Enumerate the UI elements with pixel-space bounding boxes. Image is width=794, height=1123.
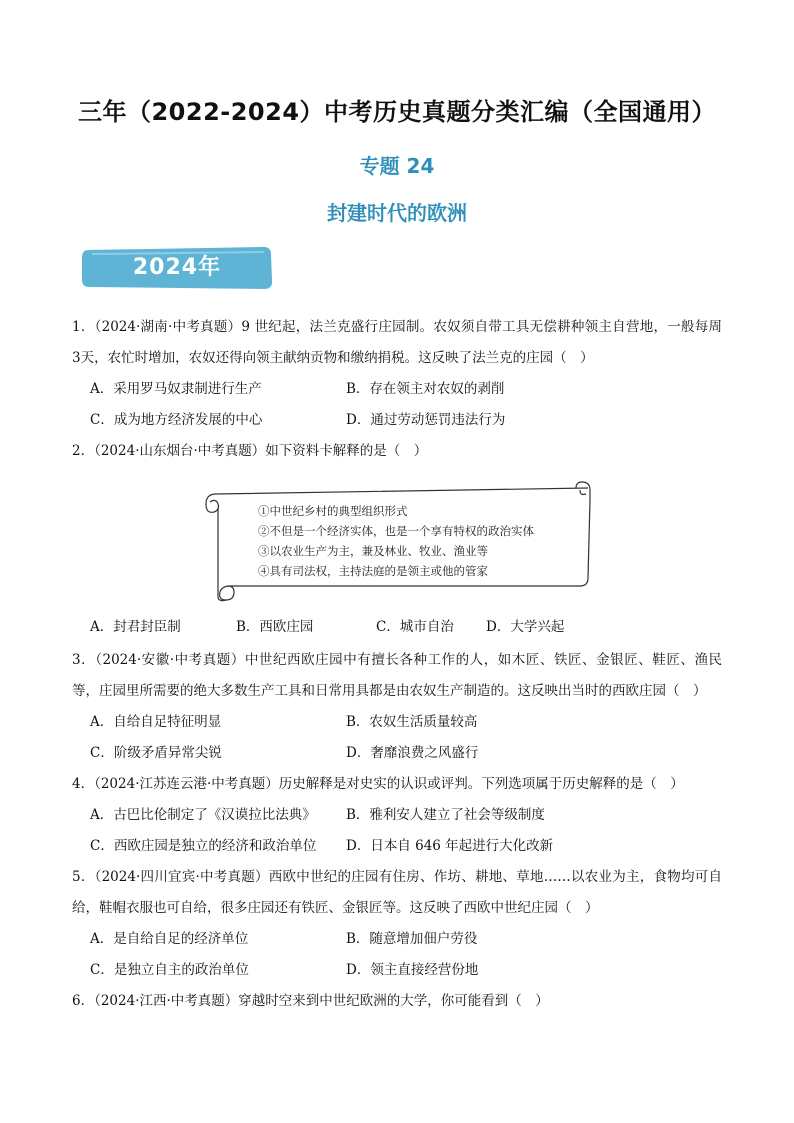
question-2-option-b[interactable]: B．西欧庄园 [236, 619, 314, 635]
question-2-option-d[interactable]: D．大学兴起 [486, 619, 565, 635]
question-4-option-d[interactable]: D．日本自 646 年起进行大化改新 [346, 838, 554, 854]
card-line-4: ④具有司法权，主持法庭的是领主或他的管家 [258, 564, 488, 578]
question-3-stem: 3．（2024·安徽·中考真题）中世纪西欧庄园中有擅长各种工作的人，如木匠、铁匠、金银匠、鞋匠、渔民等，庄园里所需要的绝大多数生产工具和日常用具都是由农奴生产制造的。这反映出当时的西欧庄园（ ） [72, 652, 722, 699]
question-3-option-a[interactable]: A．自给自足特征明显 [90, 714, 222, 730]
topic-subtitle: 封建时代的欧洲 [327, 201, 467, 225]
question-5-option-d[interactable]: D．领主直接经营份地 [346, 962, 479, 978]
question-4-stem: 4．（2024·江苏连云港·中考真题）历史解释是对史实的认识或评判。下列选项属于历史解释的是（ ） [72, 776, 684, 792]
data-card-scroll [200, 480, 596, 604]
question-4-option-c[interactable]: C．西欧庄园是独立的经济和政治单位 [90, 838, 317, 854]
question-5-stem: 5．（2024·四川宜宾·中考真题）西欧中世纪的庄园有住房、作坊、耕地、草地……以农业为主，食物均可自给，鞋帽衣服也可自给，很多庄园还有铁匠、金银匠等。这反映了西欧中世纪庄园（ ） [72, 869, 722, 916]
question-2 [72, 436, 722, 467]
question-5-option-b[interactable]: B．随意增加佃户劳役 [346, 931, 478, 947]
question-3-option-b[interactable]: B．农奴生活质量较高 [346, 714, 478, 730]
question-5 [72, 862, 722, 924]
question-6-stem: 6．（2024·江西·中考真题）穿越时空来到中世纪欧洲的大学，你可能看到（ ） [72, 993, 549, 1009]
question-3 [72, 645, 722, 707]
year-badge [78, 244, 276, 292]
topic-number: 专题 24 [359, 154, 435, 178]
question-4 [72, 769, 722, 800]
question-1 [72, 312, 722, 374]
year-badge-label: 2024年 [132, 255, 222, 280]
question-1-option-c[interactable]: C．成为地方经济发展的中心 [90, 412, 263, 428]
question-4-option-a[interactable]: A．古巴比伦制定了《汉谟拉比法典》 [90, 807, 316, 823]
question-6 [72, 986, 722, 1017]
card-text [258, 501, 534, 581]
card-line-2: ②不但是一个经济实体，也是一个享有特权的政治实体 [258, 524, 534, 538]
question-4-option-b[interactable]: B．雅利安人建立了社会等级制度 [346, 807, 545, 823]
question-5-option-c[interactable]: C．是独立自主的政治单位 [90, 962, 249, 978]
question-1-option-a[interactable]: A．采用罗马奴隶制进行生产 [90, 381, 262, 397]
card-line-3: ③以农业生产为主，兼及林业、牧业、渔业等 [258, 544, 488, 558]
document-title: 三年（2022-2024）中考历史真题分类汇编（全国通用） [77, 98, 717, 126]
question-2-stem: 2．（2024·山东烟台·中考真题）如下资料卡解释的是（ ） [72, 443, 428, 459]
question-1-option-d[interactable]: D．通过劳动惩罚违法行为 [346, 412, 506, 428]
question-5-option-a[interactable]: A．是自给自足的经济单位 [90, 931, 249, 947]
question-3-option-c[interactable]: C．阶级矛盾异常尖锐 [90, 745, 222, 761]
question-2-option-a[interactable]: A．封君封臣制 [90, 619, 181, 635]
card-line-1: ①中世纪乡村的典型组织形式 [258, 504, 408, 518]
question-1-option-b[interactable]: B．存在领主对农奴的剥削 [346, 381, 505, 397]
question-2-option-c[interactable]: C．城市自治 [376, 619, 454, 635]
question-1-stem: 1．（2024·湖南·中考真题）9 世纪起，法兰克盛行庄园制。农奴须自带工具无偿耕种领主自营地，一般每周 3天，农忙时增加，农奴还得向领主献纳贡物和缴纳捐税。这反映了法兰克的庄园（ ） [72, 319, 722, 366]
question-3-option-d[interactable]: D．奢靡浪费之风盛行 [346, 745, 479, 761]
